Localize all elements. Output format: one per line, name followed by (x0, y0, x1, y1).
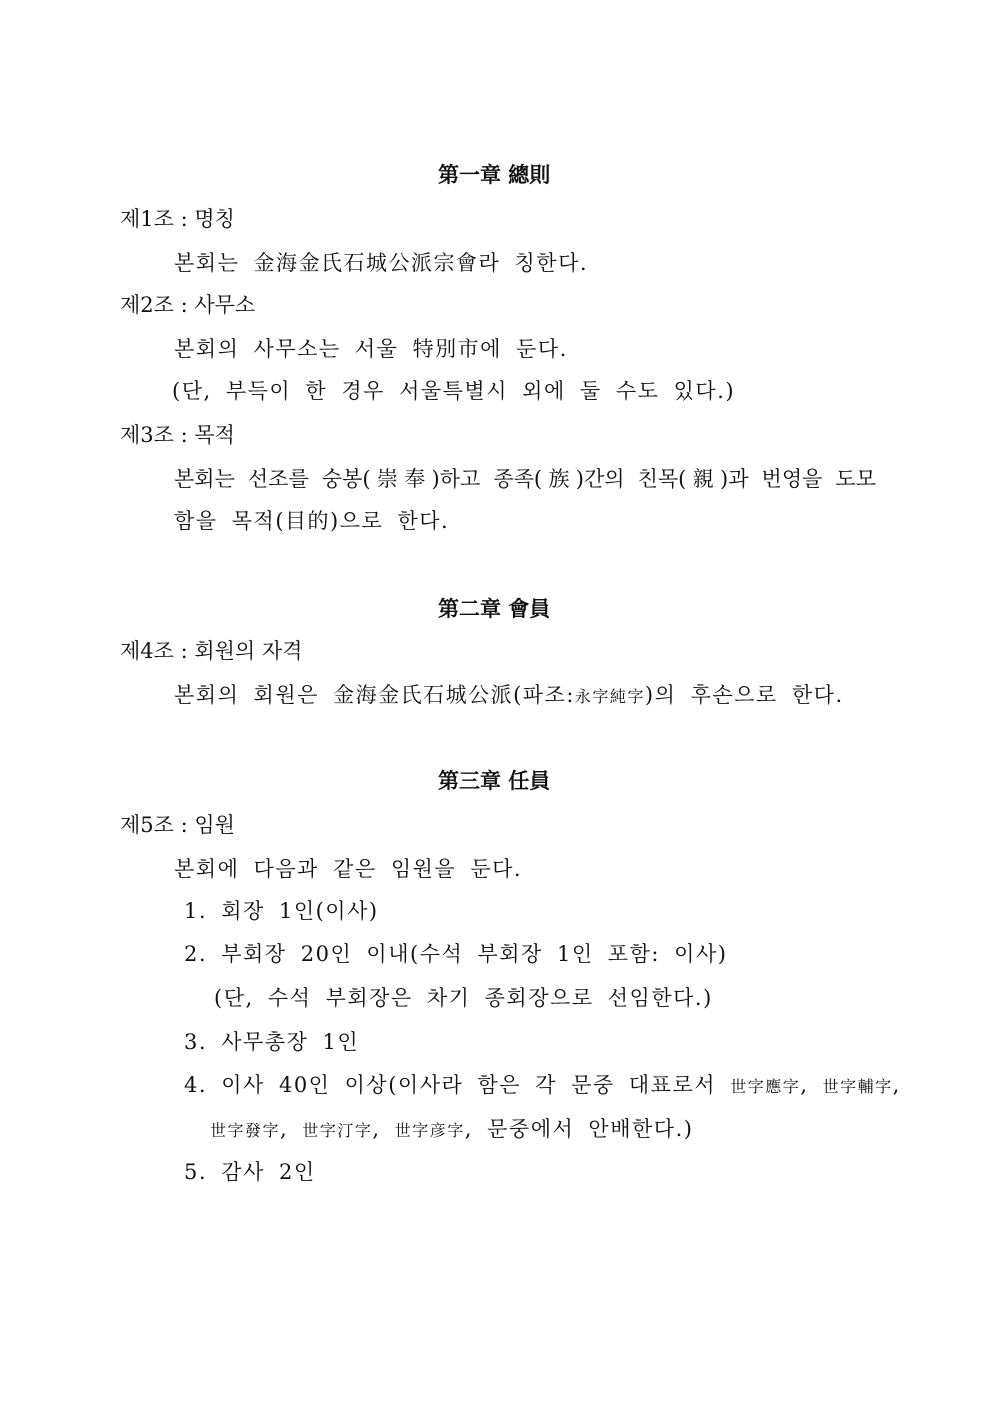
article-3-body-line1: 본회는 선조를 숭봉(崇奉)하고 종족(族)간의 친목(親)과 번영을 도모 (174, 467, 876, 491)
article-5-item-3: 3. 사무총장 1인 (184, 1030, 360, 1054)
article-5-item-5: 5. 감사 2인 (184, 1160, 316, 1184)
article-4-body-start: 본회의 회원은 金海金氏石城公派(파조: (174, 683, 575, 707)
article-5-item-1: 1. 회장 1인(이사) (184, 899, 379, 923)
item-4-name-4: 世字汀字 (302, 1121, 373, 1140)
article-1-heading: 제1조 : 명칭 (120, 207, 235, 231)
article-5-item-4-line2 (210, 1115, 693, 1145)
article-2-heading: 제2조 : 사무소 (120, 293, 256, 317)
article-5-intro: 본회에 다음과 같은 임원을 둔다. (174, 857, 523, 881)
chapter-3-title: 第三章 任員 (438, 768, 551, 793)
item-4-name-1: 世字應字 (730, 1077, 801, 1096)
article-5-item-2-note: (단, 수석 부회장은 차기 종회장으로 선임한다.) (214, 986, 713, 1010)
article-4-founder-names: 永字純字 (574, 687, 645, 706)
item-4-separator: , (280, 1117, 303, 1141)
chapter-2-title: 第二章 會員 (438, 596, 551, 621)
item-4-name-5: 世字彦字 (394, 1121, 465, 1140)
item-4-tail: , 문중에서 안배한다.) (464, 1117, 694, 1141)
item-4-separator: , (372, 1117, 395, 1141)
article-3-body-line2: 함을 목적(目的)으로 한다. (174, 509, 450, 533)
item-4-separator: , (892, 1073, 901, 1097)
chapter-1-title: 第一章 總則 (438, 162, 551, 187)
article-5-item-2: 2. 부회장 20인 이내(수석 부회장 1인 포함: 이사) (184, 942, 728, 966)
article-3-heading: 제3조 : 목적 (120, 423, 235, 447)
article-4-body (174, 681, 844, 711)
item-4-name-2: 世字輔字 (822, 1077, 893, 1096)
article-1-body: 본회는 金海金氏石城公派宗會라 칭한다. (174, 251, 589, 275)
item-4-text: 4. 이사 40인 이상(이사라 함은 각 문중 대표로서 (184, 1073, 731, 1097)
item-4-separator: , (800, 1073, 823, 1097)
article-5-item-4-line1 (184, 1071, 901, 1101)
item-4-name-3: 世字發字 (210, 1121, 281, 1140)
article-4-heading: 제4조 : 회원의 자격 (120, 639, 303, 663)
article-2-body: 본회의 사무소는 서울 特別市에 둔다. (174, 337, 568, 361)
article-4-body-end: )의 후손으로 한다. (644, 683, 844, 707)
article-2-note: (단, 부득이 한 경우 서울특별시 외에 둘 수도 있다.) (172, 379, 736, 403)
article-5-heading: 제5조 : 임원 (120, 813, 235, 837)
